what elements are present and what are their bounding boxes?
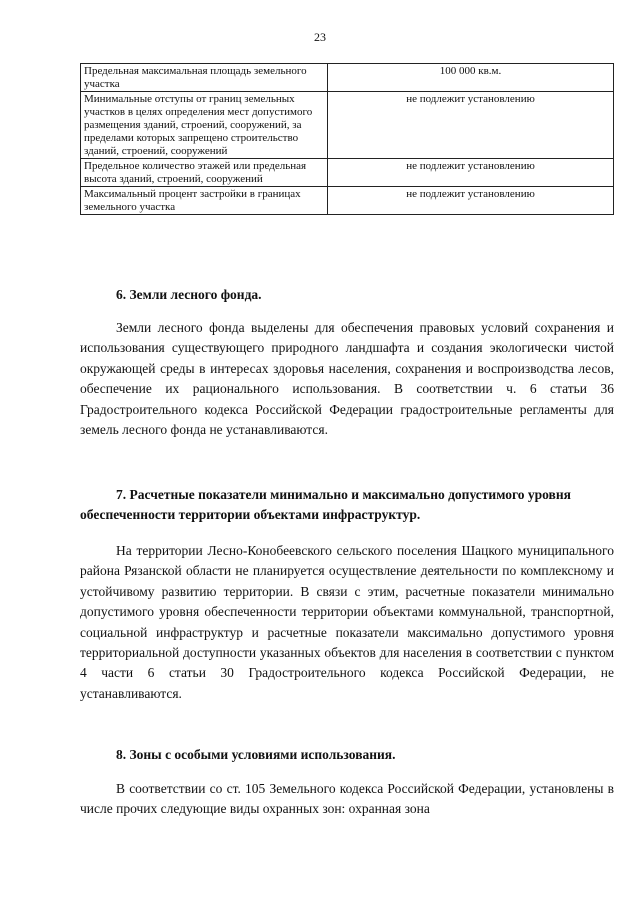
regulations-table: [80, 63, 614, 215]
table-cell-param: Предельная максимальная площадь земельного участка: [81, 64, 328, 92]
table-cell-value: не подлежит установлению: [328, 92, 614, 159]
table-cell-param: Минимальные отступы от границ земельных участков в целях определения мест допустимого размещения зданий, строений, сооружений, за пределами которых запрещено строительство зданий, строений, сооружений: [81, 92, 328, 159]
section-6-heading: 6. Земли лесного фонда.: [116, 287, 262, 302]
section-8-heading: 8. Зоны с особыми условиями использования.: [116, 747, 396, 762]
page-number: 23: [314, 30, 326, 44]
section-6-paragraph: Земли лесного фонда выделены для обеспечения правовых условий сохранения и использования существующего природного ландшафта и создания экологически чистой окружающей среды в интересах здоровья населения, сохранения и воспроизводства лесов, обеспечение их рационального использования. В соответствии ч. 6 статьи 36 Градостроительного кодекса Российской Федерации градостроительные регламенты для земель лесного фонда не устанавливаются.: [80, 320, 614, 438]
table-row: [81, 159, 614, 187]
table-row: [81, 187, 614, 215]
table-cell-value: не подлежит установлению: [328, 187, 614, 215]
section-8-paragraph: В соответствии со ст. 105 Земельного кодекса Российской Федерации, установлены в числе прочих следующие виды охранных зон: охранная зона: [80, 781, 614, 817]
section-7-paragraph: На территории Лесно-Конобеевского сельского поселения Шацкого муниципального района Рязанской области не планируется осуществление деятельности по комплексному и устойчивому развитию территории. В связи с этим, расчетные показатели минимально допустимого уровня обеспеченности территории объектами коммунальной, транспортной, социальной инфраструктур и расчетные показатели максимально допустимого уровня территориальной доступности указанных объектов для населения в соответствии с пунктом 4 части 6 статьи 30 Градостроительного кодекса Российской Федерации, не устанавливаются.: [80, 543, 614, 701]
table-row: [81, 92, 614, 159]
table-cell-value: не подлежит установлению: [328, 159, 614, 187]
table-cell-param: Максимальный процент застройки в границах земельного участка: [81, 187, 328, 215]
section-7-heading: 7. Расчетные показатели минимально и максимально допустимого уровня обеспеченности территории объектами инфраструктур.: [80, 487, 571, 522]
table-cell-param: Предельное количество этажей или предельная высота зданий, строений, сооружений: [81, 159, 328, 187]
table-row: [81, 64, 614, 92]
table-cell-value: 100 000 кв.м.: [328, 64, 614, 92]
